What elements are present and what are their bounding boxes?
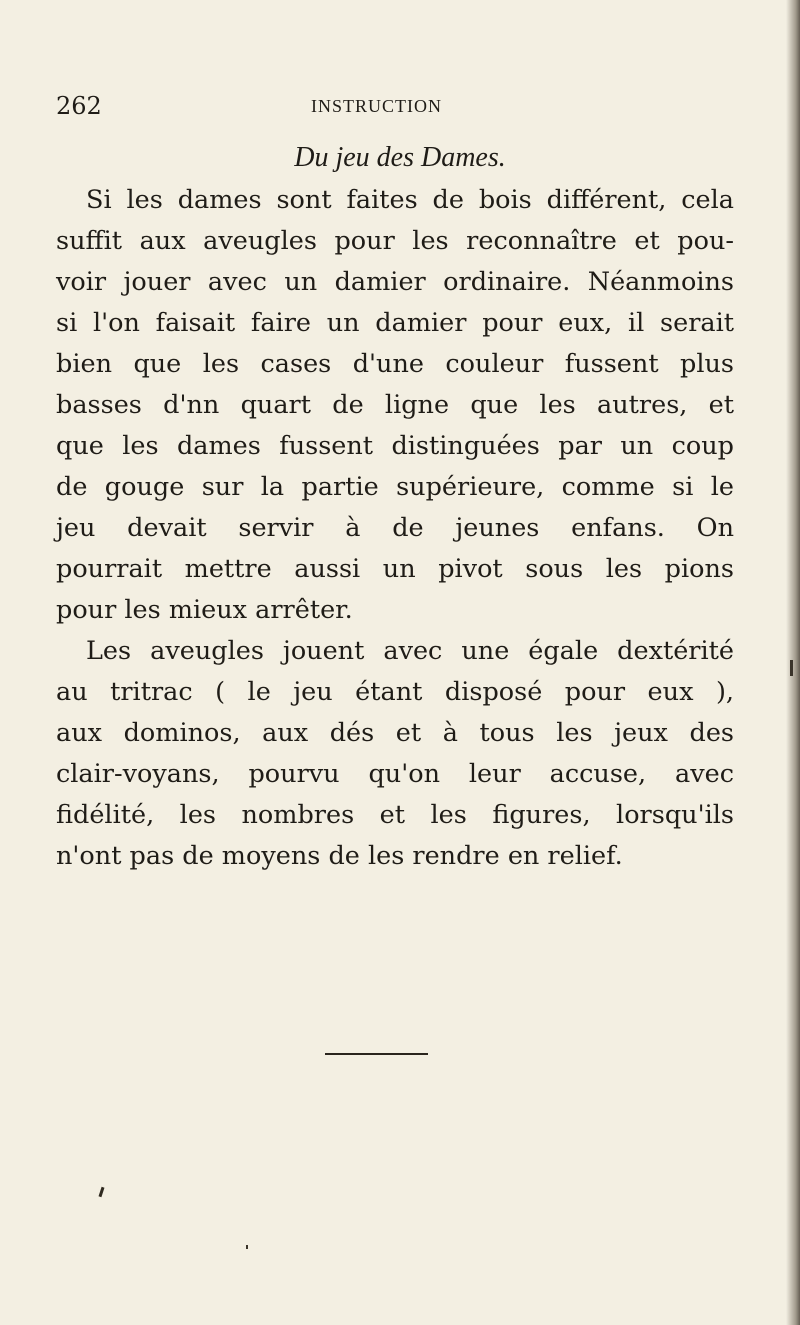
section-divider-rule bbox=[325, 1053, 428, 1055]
ink-speck bbox=[99, 1187, 105, 1197]
section-title: Du jeu des Dames. bbox=[294, 142, 506, 173]
text-line: voir jouer avec un damier ordinaire. Néanmoins bbox=[56, 267, 734, 297]
text-line: clair-voyans, pourvu qu'on leur accuse, avec bbox=[56, 759, 734, 789]
running-title: INSTRUCTION bbox=[311, 96, 442, 116]
page-edge-shadow bbox=[786, 0, 800, 1325]
text-line: basses d'nn quart de ligne que les autres, et bbox=[56, 390, 734, 420]
ink-speck bbox=[246, 1245, 248, 1249]
text-line: si l'on faisait faire un damier pour eux, il serait bbox=[56, 308, 734, 338]
text-line: pourrait mettre aussi un pivot sous les pions bbox=[56, 554, 734, 584]
text-line: suffit aux aveugles pour les reconnaître et pou- bbox=[56, 226, 734, 256]
text-line: n'ont pas de moyens de les rendre en relief. bbox=[56, 841, 623, 871]
text-line: aux dominos, aux dés et à tous les jeux des bbox=[56, 718, 734, 748]
page-number: 262 bbox=[56, 92, 102, 120]
running-head bbox=[56, 92, 716, 122]
ink-speck bbox=[790, 660, 793, 676]
text-line: bien que les cases d'une couleur fussent plus bbox=[56, 349, 734, 379]
text-line: pour les mieux arrêter. bbox=[56, 595, 353, 625]
text-line: jeu devait servir à de jeunes enfans. On bbox=[56, 513, 734, 543]
text-line: fidélité, les nombres et les figures, lorsqu'ils bbox=[56, 800, 734, 830]
text-line: Les aveugles jouent avec une égale dextérité bbox=[86, 636, 734, 666]
text-line: que les dames fussent distinguées par un coup bbox=[56, 431, 734, 461]
text-line: au tritrac ( le jeu étant disposé pour eux ), bbox=[56, 677, 734, 707]
text-line: de gouge sur la partie supérieure, comme si le bbox=[56, 472, 734, 502]
body-text bbox=[56, 180, 734, 877]
text-line: Si les dames sont faites de bois différent, cela bbox=[86, 185, 734, 215]
